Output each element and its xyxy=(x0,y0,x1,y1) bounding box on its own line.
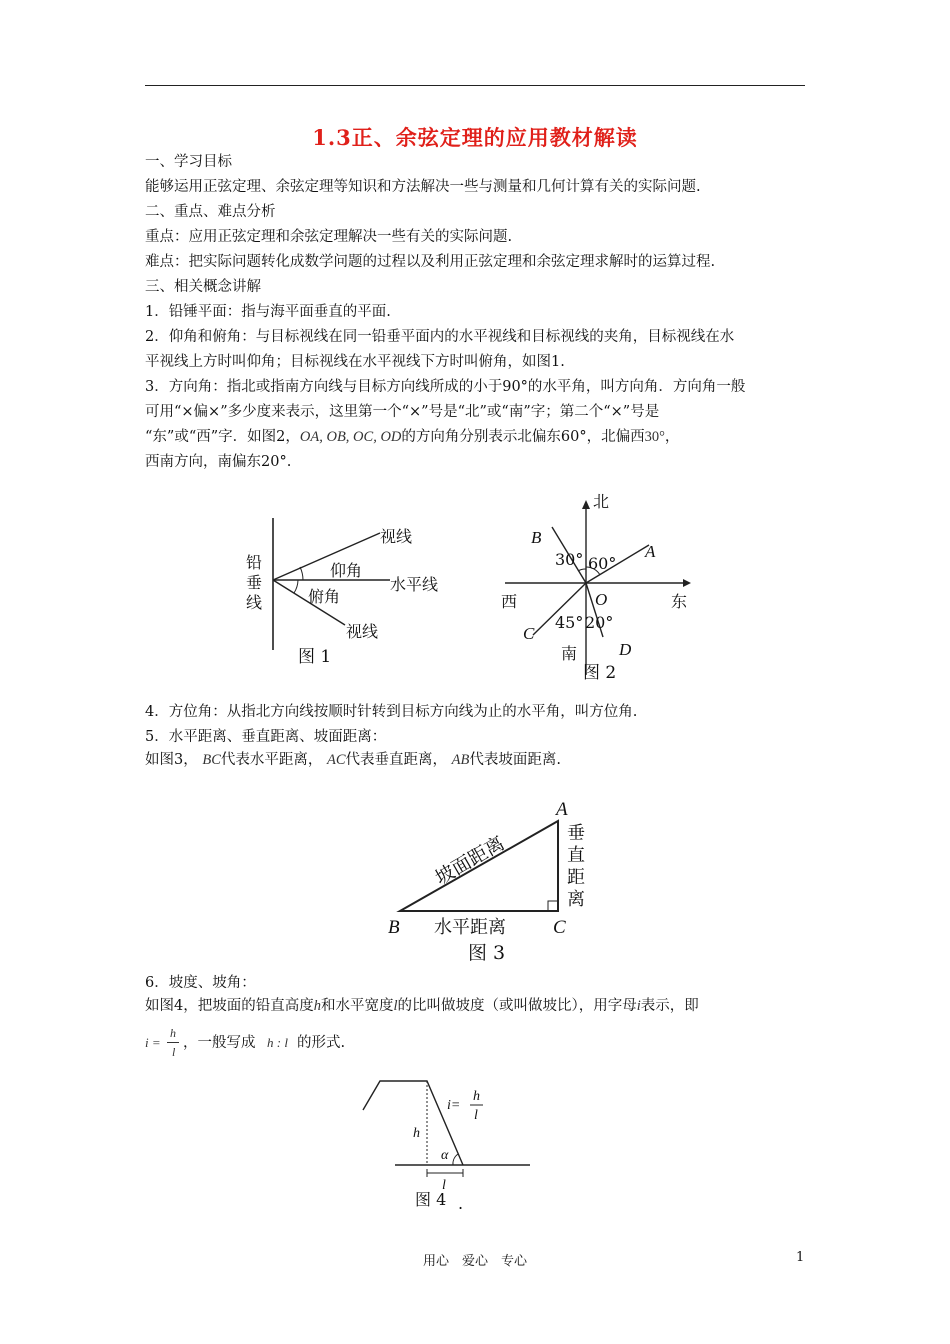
slope-ratio-label: i= xyxy=(447,1098,461,1113)
paragraph: 2．仰角和俯角：与目标视线在同一铅垂平面内的水平视线和目标视线的夹角，目标视线在水 xyxy=(145,329,735,345)
right-angle-mark xyxy=(548,901,558,911)
slope-distance-label: 坡面距离 xyxy=(431,832,509,890)
page-title: 1.3正、余弦定理的应用教材解读 xyxy=(312,125,638,150)
horizontal-label: 水平线 xyxy=(390,575,439,594)
fraction-numerator: h xyxy=(170,1026,176,1040)
figure-caption: 图 4 xyxy=(415,1190,447,1209)
plumb-char: 垂 xyxy=(246,573,263,592)
math-span: BC xyxy=(202,752,221,768)
figure-caption: 图 3 xyxy=(468,942,506,964)
height-label: h xyxy=(413,1126,420,1141)
vertical-char: 距 xyxy=(567,867,585,888)
paragraph: 平视线上方时叫仰角；目标视线在水平视线下方时叫俯角，如图1. xyxy=(145,354,565,370)
angle-arc-b xyxy=(578,569,586,571)
origin-label: O xyxy=(595,590,608,609)
angle-30-label: 30° xyxy=(555,550,584,569)
east-arrow xyxy=(683,579,691,587)
text-span: 和水平宽度 xyxy=(320,998,394,1014)
vertical-char: 直 xyxy=(567,845,585,866)
text-span: 的方向角分别表示北偏东60°，北偏西 xyxy=(401,429,645,445)
math-span: OA, OB, OC, OD xyxy=(299,429,402,445)
sight-label-down: 视线 xyxy=(346,622,379,641)
math-span: AB xyxy=(451,752,470,768)
slope-fraction-denominator: l xyxy=(474,1108,478,1123)
text-span: 如图3， xyxy=(145,752,198,768)
south-label: 南 xyxy=(561,644,578,663)
section-heading-3: 三、相关概念讲解 xyxy=(145,279,261,295)
paragraph xyxy=(145,427,810,447)
figure-caption: 图 1 xyxy=(298,647,332,667)
paragraph: 重点：应用正弦定理和余弦定理解决一些有关的实际问题. xyxy=(145,229,513,245)
paragraph: 6．坡度、坡角： xyxy=(145,975,256,991)
point-a-label: A xyxy=(645,542,656,561)
text-span: 代表垂直距离， xyxy=(345,752,448,768)
paragraph xyxy=(145,1025,810,1065)
paragraph xyxy=(145,996,810,1016)
text-span: 代表水平距离， xyxy=(220,752,323,768)
alpha-label: α xyxy=(441,1148,449,1163)
depression-arc xyxy=(294,580,298,593)
plumb-char: 铅 xyxy=(246,553,263,572)
paragraph: 能够运用正弦定理、余弦定理等知识和方法解决一些与测量和几何计算有关的实际问题. xyxy=(145,179,701,195)
angle-20-label: 20° xyxy=(585,613,614,632)
fraction-denominator: l xyxy=(172,1045,176,1059)
angle-45-label: 45° xyxy=(555,613,584,632)
header-rule xyxy=(145,85,805,86)
depression-label: 俯角 xyxy=(308,587,341,606)
paragraph: 难点：把实际问题转化成数学问题的过程以及利用正弦定理和余弦定理求解时的运算过程. xyxy=(145,254,716,270)
paragraph: 西南方向，南偏东20°. xyxy=(145,454,292,470)
text-span: “东”或“西”字．如图2， xyxy=(145,429,300,445)
section-heading-2: 二、重点、难点分析 xyxy=(145,204,276,220)
north-label: 北 xyxy=(593,492,610,511)
figure-1 xyxy=(240,510,470,670)
math-span: i = xyxy=(145,1035,161,1050)
north-arrow xyxy=(582,500,590,509)
angle-60-label: 60° xyxy=(588,554,617,573)
width-label: l xyxy=(442,1178,446,1193)
math-span: l xyxy=(393,998,398,1014)
text-span: 代表坡面距离. xyxy=(469,752,561,768)
plumb-char: 线 xyxy=(246,593,263,612)
sight-label-up: 视线 xyxy=(380,527,413,546)
vertical-char: 垂 xyxy=(567,823,585,844)
figure-2 xyxy=(495,492,695,690)
point-d-label: D xyxy=(619,640,632,659)
elevation-label: 仰角 xyxy=(330,561,363,580)
east-label: 东 xyxy=(671,592,688,611)
math-span: i xyxy=(636,998,641,1014)
paragraph: 3．方向角：指北或指南方向线与目标方向线所成的小于90°的水平角，叫方向角．方向角一般 xyxy=(145,379,746,395)
slope-fraction-numerator: h xyxy=(473,1089,480,1104)
point-b-label: B xyxy=(531,528,542,547)
caption-dot: . xyxy=(458,1194,464,1213)
vertex-a-label: A xyxy=(556,799,568,820)
math-span: 30° xyxy=(644,429,665,445)
paragraph: 4．方位角：从指北方向线按顺时针转到目标方向线为止的水平角，叫方位角. xyxy=(145,704,638,720)
text-span: ，一般写成 xyxy=(183,1035,256,1051)
text-span: 表示，即 xyxy=(640,998,699,1014)
vertex-b-label: B xyxy=(388,917,400,938)
point-c-label: C xyxy=(523,624,535,643)
text-span: 的比叫做坡度（或叫做坡比），用字母 xyxy=(397,998,637,1014)
math-span: AC xyxy=(326,752,346,768)
paragraph xyxy=(145,750,810,770)
figure-3 xyxy=(380,795,610,970)
vertex-c-label: C xyxy=(553,917,566,938)
elevation-arc xyxy=(300,567,303,580)
vertical-char: 离 xyxy=(567,889,585,910)
page-footer: 用心 爱心 专心 xyxy=(422,1254,527,1269)
figure-caption: 图 2 xyxy=(583,663,617,683)
sight-line-up xyxy=(273,533,380,580)
text-span: 的形式. xyxy=(297,1035,346,1051)
section-heading-1: 一、学习目标 xyxy=(145,154,232,170)
alpha-arc xyxy=(453,1154,458,1165)
math-span: h : l xyxy=(267,1035,288,1050)
west-label: 西 xyxy=(501,592,518,611)
math-span: h xyxy=(313,998,321,1014)
text-span: 如图4，把坡面的铅直高度 xyxy=(145,998,314,1014)
text-span: ， xyxy=(664,429,680,445)
page-number: 1 xyxy=(796,1250,805,1265)
paragraph: 可用“×偏×”多少度来表示，这里第一个“×”号是“北”或“南”字；第二个“×”号是 xyxy=(145,404,660,420)
figure-4 xyxy=(355,1075,545,1215)
paragraph: 1．铅锤平面：指与海平面垂直的平面. xyxy=(145,304,391,320)
horizontal-distance-label: 水平距离 xyxy=(434,917,506,938)
paragraph: 5．水平距离、垂直距离、坡面距离： xyxy=(145,729,387,745)
